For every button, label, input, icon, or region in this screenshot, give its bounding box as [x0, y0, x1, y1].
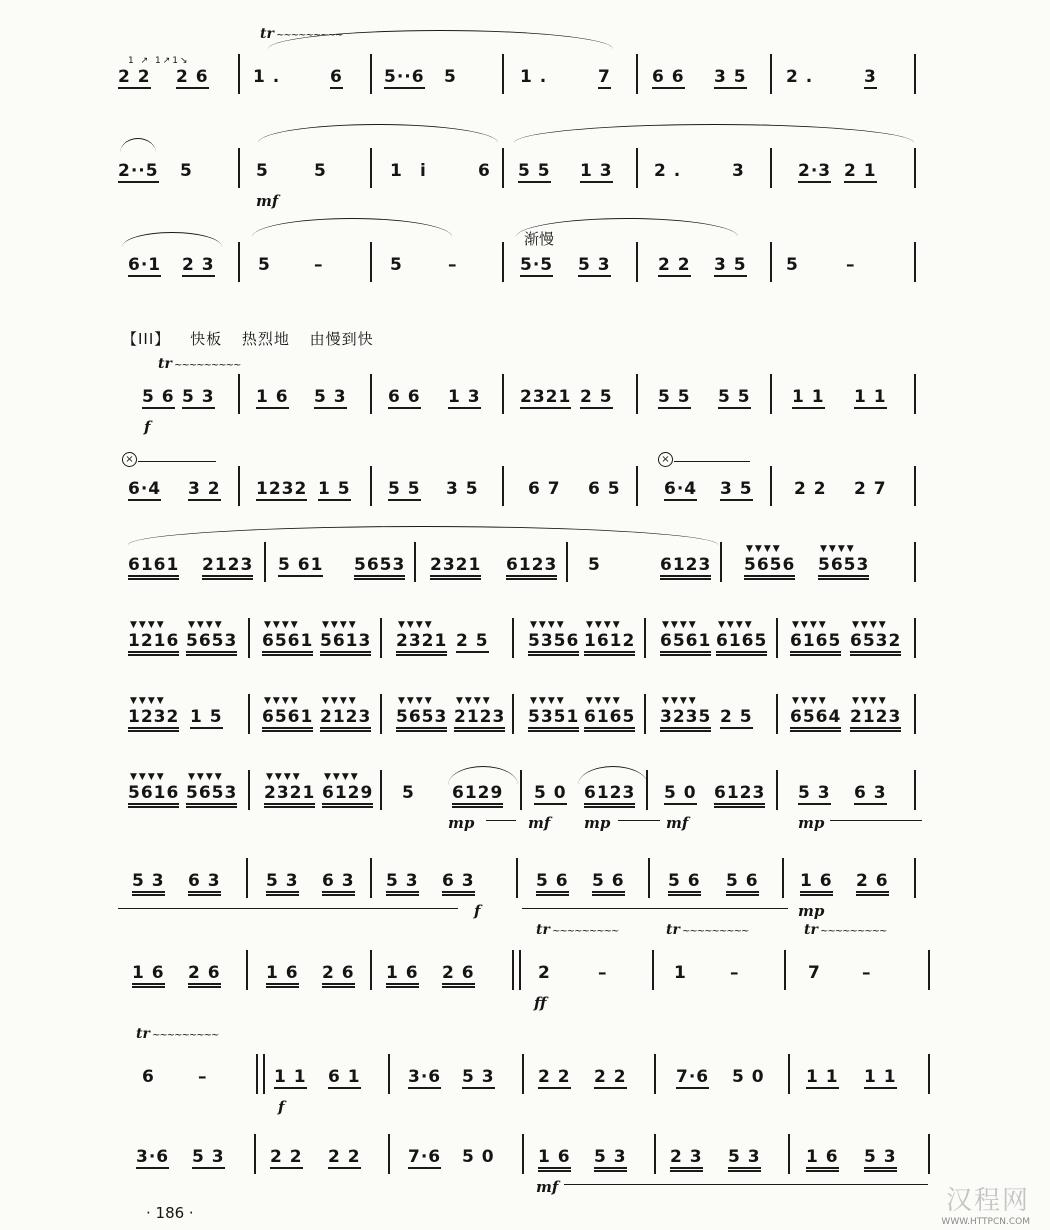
note-group: 1	[390, 161, 403, 181]
barline	[388, 1134, 390, 1174]
note-group: 1 6	[386, 964, 419, 988]
slur	[252, 218, 452, 237]
note-group: 5 3	[798, 783, 831, 803]
barline	[238, 466, 240, 506]
note-group: 6 6	[652, 67, 685, 87]
hairpin-line	[522, 908, 788, 909]
note-group: 3235	[660, 708, 711, 732]
barline	[248, 694, 250, 734]
score-system-11	[118, 922, 930, 1012]
barline	[914, 694, 916, 734]
barline	[512, 694, 514, 734]
barline	[914, 858, 916, 898]
dynamic-extension-line	[830, 820, 922, 821]
section-heading	[122, 328, 388, 349]
repeat-barline	[256, 1054, 265, 1094]
barline	[644, 618, 646, 658]
note-group: 5616	[128, 784, 179, 808]
barline	[502, 54, 504, 94]
dynamic-mark: f	[474, 902, 481, 920]
note-group: 5	[444, 67, 457, 87]
dynamic-mark: mf	[666, 814, 689, 832]
note-group: 5653	[186, 632, 237, 656]
circle-x-icon: ×	[122, 452, 137, 467]
note-group: 1 6	[266, 964, 299, 988]
note-group: 5656	[744, 556, 795, 580]
note-group: 3·6	[136, 1147, 170, 1167]
note-group: 7·6	[408, 1147, 442, 1167]
score-system-12	[118, 1026, 930, 1116]
note-group: 6	[330, 67, 343, 87]
note-group: 5 6	[726, 872, 759, 896]
score-system-10	[118, 836, 930, 920]
note-group: 6161	[128, 556, 179, 580]
barline	[370, 950, 372, 990]
barline	[636, 148, 638, 188]
note-group: 2123	[202, 556, 253, 580]
note-group: 6165	[716, 632, 767, 656]
section-number: 【III】	[122, 330, 171, 348]
note-group: 2 2	[658, 255, 691, 275]
note-group: 5	[402, 783, 415, 803]
score-system-4	[118, 352, 930, 436]
dynamic-mark: mp	[584, 814, 611, 832]
note-group: 6561	[262, 708, 313, 732]
section-tempo: 快板	[190, 330, 223, 348]
hairpin-line	[486, 820, 516, 821]
barline	[654, 1134, 656, 1174]
barline	[770, 54, 772, 94]
barline	[648, 858, 650, 898]
trill-mark: tr ~~~~~	[260, 26, 342, 42]
note-group: 7·6	[676, 1067, 710, 1087]
note-group: 5356	[528, 632, 579, 656]
note-group: 5 3	[594, 1148, 627, 1172]
note-group: 1 6	[538, 1148, 571, 1172]
barline	[784, 950, 786, 990]
note-group: 5 3	[314, 387, 347, 407]
barline	[652, 950, 654, 990]
barline	[522, 1054, 524, 1094]
score-system-5	[118, 444, 930, 514]
note-group: 6 3	[322, 872, 355, 896]
note-group: 2 5	[720, 707, 753, 727]
barline	[522, 1134, 524, 1174]
note-group: 1 3	[448, 387, 481, 407]
note-group: 2 1	[844, 161, 877, 181]
score-system-3	[118, 220, 930, 290]
note-group: 2 3	[670, 1148, 703, 1172]
note-group: 2 2	[270, 1147, 303, 1167]
barline	[246, 950, 248, 990]
note-group: 1 5	[318, 479, 351, 499]
score-system-2	[118, 126, 930, 210]
note-group: 5 0	[534, 783, 567, 803]
note-group: –	[862, 963, 872, 983]
dynamic-mark: mf	[528, 814, 551, 832]
barline	[914, 148, 916, 188]
note-group: 5	[258, 255, 271, 275]
section-instruction: 由慢到快	[309, 330, 374, 348]
dotted-extension-line	[674, 461, 750, 462]
barline	[380, 694, 382, 734]
barline	[776, 618, 778, 658]
note-group: 6123	[714, 784, 765, 808]
barline	[928, 1134, 930, 1174]
note-group: –	[730, 963, 740, 983]
barline	[370, 374, 372, 414]
note-group: 1 1	[274, 1067, 307, 1087]
note-group: 5613	[320, 632, 371, 656]
note-group: 1612	[584, 632, 635, 656]
note-group: 5 3	[266, 872, 299, 896]
note-group: 5 3	[462, 1067, 495, 1087]
barline	[248, 770, 250, 810]
note-group: 1 .	[520, 67, 548, 87]
note-group: 7	[808, 963, 821, 983]
slur	[128, 526, 718, 545]
note-group: 6 3	[854, 783, 887, 803]
score-system-6: 6161 2123 5 61 5653 2321 6123 5 6123 ▼▼▼▼ 5656 ▼▼▼▼ 5653	[118, 520, 930, 590]
note-group: 5·5	[520, 255, 554, 275]
barline	[928, 950, 930, 990]
note-group: 1 6	[256, 387, 289, 407]
note-group: –	[448, 255, 458, 275]
barline	[414, 542, 416, 582]
dynamic-mark: f	[278, 1098, 285, 1116]
dynamic-mark: f	[144, 418, 151, 436]
note-group: 3 5	[714, 67, 747, 87]
barline	[502, 148, 504, 188]
note-group: 6 5	[588, 479, 621, 499]
note-group: 6165	[584, 708, 635, 732]
note-group: 6·4	[128, 479, 162, 499]
barline	[636, 54, 638, 94]
barline	[788, 1134, 790, 1174]
note-group: 3 5	[714, 255, 747, 275]
note-group: 5 6	[536, 872, 569, 896]
barline	[238, 242, 240, 282]
note-group: 1 6	[806, 1148, 839, 1172]
note-group: 1 1	[792, 387, 825, 407]
note-group: 1 6	[800, 872, 833, 896]
dynamic-mark: mf	[536, 1178, 559, 1196]
hairpin-line	[618, 820, 660, 821]
barline	[516, 858, 518, 898]
barline	[248, 618, 250, 658]
note-group: –	[846, 255, 856, 275]
note-group: 1 5	[190, 707, 223, 727]
note-group: 3 2	[188, 479, 221, 499]
note-group: 1232	[128, 708, 179, 732]
note-group: 6 3	[188, 872, 221, 896]
note-group: 5	[314, 161, 327, 181]
barline	[520, 770, 522, 810]
note-group: 5653	[186, 784, 237, 808]
note-group: 5 6	[142, 387, 175, 407]
barline	[370, 858, 372, 898]
note-group: 2 2	[118, 67, 151, 87]
barline	[914, 618, 916, 658]
note-group: 1216	[128, 632, 179, 656]
note-group: 3 5	[720, 479, 753, 499]
barline	[264, 542, 266, 582]
note-group: 5 6	[592, 872, 625, 896]
note-group: 1 1	[854, 387, 887, 407]
note-group: 5 3	[386, 872, 419, 896]
barline	[636, 242, 638, 282]
barline	[644, 694, 646, 734]
barline	[370, 466, 372, 506]
trill-mark: tr ~~~~~	[136, 1026, 218, 1042]
barline	[370, 54, 372, 94]
note-group: 2123	[454, 708, 505, 732]
note-group: 2·3	[798, 161, 832, 181]
barline	[246, 858, 248, 898]
note-group: 5	[390, 255, 403, 275]
section-character: 热烈地	[241, 330, 290, 348]
note-group: 5	[256, 161, 269, 181]
note-group: 3	[732, 161, 745, 181]
note-group: 5351	[528, 708, 579, 732]
barline	[636, 466, 638, 506]
note-group: 6532	[850, 632, 901, 656]
tempo-marking: 渐慢	[524, 230, 555, 248]
barline	[238, 54, 240, 94]
barline	[502, 374, 504, 414]
barline	[566, 542, 568, 582]
trill-mark: tr ~~~~~	[536, 922, 618, 938]
note-group: 5··6	[384, 67, 425, 87]
note-group: 5 5	[388, 479, 421, 499]
barline	[914, 542, 916, 582]
barline	[928, 1054, 930, 1094]
note-group: 7	[598, 67, 611, 87]
note-group: 5 3	[192, 1147, 225, 1167]
note-group: 5 0	[732, 1067, 765, 1087]
watermark-logo: 汉程网	[945, 1186, 1030, 1216]
slur	[258, 124, 498, 143]
barline	[502, 242, 504, 282]
score-system-13	[118, 1112, 930, 1196]
dotted-extension-line	[138, 461, 216, 462]
note-group: 5 5	[658, 387, 691, 407]
repeat-barline	[512, 950, 521, 990]
note-group: 5 6	[668, 872, 701, 896]
slur	[122, 232, 222, 247]
note-group: 3	[864, 67, 877, 87]
note-group: 6	[478, 161, 491, 181]
note-group: i	[420, 161, 427, 181]
note-group: 6129	[452, 784, 503, 808]
note-group: 5 0	[462, 1147, 495, 1167]
dynamic-extension-line	[564, 1184, 928, 1185]
page-number: · 186 ·	[146, 1204, 194, 1222]
note-group: 2 5	[580, 387, 613, 407]
note-group: 5 5	[518, 161, 551, 181]
barline	[770, 242, 772, 282]
circle-x-icon: ×	[658, 452, 673, 467]
barline	[776, 694, 778, 734]
note-group: 5	[588, 555, 601, 575]
note-group: 6	[142, 1067, 155, 1087]
score-system-7: ▼▼▼▼ 1216 ▼▼▼▼ 5653 ▼▼▼▼ 6561 ▼▼▼▼ 5613 ▼▼▼▼ 2321 2 5 ▼▼▼▼ 5356 ▼▼▼▼ 1612 ▼▼▼▼ 6561 ▼▼▼▼ 6165 ▼▼▼▼ 6165 ▼▼▼▼ 6532	[118, 596, 930, 666]
note-group: 1232	[256, 479, 308, 499]
note-group: 5653	[354, 556, 405, 580]
note-group: –	[198, 1067, 208, 1087]
dynamic-mark: mp	[798, 814, 825, 832]
slur	[516, 218, 738, 237]
note-group: 6·4	[664, 479, 698, 499]
barline	[646, 770, 648, 810]
note-group: 5 3	[132, 872, 165, 896]
note-group: 6165	[790, 632, 841, 656]
note-group: 5	[180, 161, 193, 181]
note-group: 2··5	[118, 161, 159, 181]
note-group: 2123	[850, 708, 901, 732]
trill-mark: tr ~~~~~	[666, 922, 748, 938]
note-group: 2321	[520, 387, 572, 407]
note-group: 5 3	[578, 255, 611, 275]
barline	[782, 858, 784, 898]
note-group: 2 6	[188, 964, 221, 988]
note-group: 2 6	[176, 67, 209, 87]
barline	[370, 242, 372, 282]
note-group: 2 2	[538, 1067, 571, 1087]
note-group: 6 7	[528, 479, 561, 499]
barline	[388, 1054, 390, 1094]
score-system-9: ▼▼▼▼ 5616 ▼▼▼▼ 5653 ▼▼▼▼ 2321 ▼▼▼▼ 6129 5 6129 5 0 6123 5 0 6123 5 3 6 3 mp mf mp mf mp	[118, 748, 930, 818]
score-system-1: tr ~~~~~ 1 ↗ 1↗1↘ 2 2 2 6 1 . 6 5··6 5 1 . 7 6 6 3 5 2 . 3	[118, 32, 930, 102]
note-group: 2	[538, 963, 551, 983]
barline	[512, 618, 514, 658]
dynamic-mark: mp	[798, 902, 825, 920]
barline	[502, 466, 504, 506]
note-group: 6123	[584, 784, 635, 808]
note-group: 5 3	[864, 1148, 897, 1172]
note-group: 2321	[264, 784, 315, 808]
note-group: 6123	[506, 556, 557, 580]
barline	[254, 1134, 256, 1174]
barline	[380, 770, 382, 810]
note-group: 2 5	[456, 631, 489, 651]
note-group: 2 2	[794, 479, 827, 499]
note-group: 6561	[262, 632, 313, 656]
note-group: 1 1	[806, 1067, 839, 1087]
note-group: 5 3	[182, 387, 215, 407]
barline	[914, 466, 916, 506]
hairpin-line	[118, 908, 458, 909]
score-system-8: ▼▼▼▼ 1232 1 5 ▼▼▼▼ 6561 ▼▼▼▼ 2123 ▼▼▼▼ 5653 ▼▼▼▼ 2123 ▼▼▼▼ 5351 ▼▼▼▼ 6165 ▼▼▼▼ 3235 2 5 ▼▼▼▼ 6564 ▼▼▼▼ 2123	[118, 672, 930, 742]
dynamic-mark: mf	[256, 192, 279, 210]
barline	[636, 374, 638, 414]
note-group: 6 3	[442, 872, 475, 896]
dynamic-mark: ff	[534, 994, 547, 1012]
barline	[770, 374, 772, 414]
barline	[914, 374, 916, 414]
trill-mark: tr ~~~~~	[158, 356, 240, 372]
note-group: 6564	[790, 708, 841, 732]
note-group: 2123	[320, 708, 371, 732]
note-group: 2 2	[328, 1147, 361, 1167]
note-group: 2 6	[442, 964, 475, 988]
note-group: 1 6	[132, 964, 165, 988]
note-group: 2321	[430, 556, 481, 580]
note-group: –	[598, 963, 608, 983]
barline	[914, 54, 916, 94]
note-group: 2 6	[322, 964, 355, 988]
barline	[914, 242, 916, 282]
barline	[654, 1054, 656, 1094]
note-group: 1	[674, 963, 687, 983]
note-group: 5 3	[728, 1148, 761, 1172]
note-group: 6 6	[388, 387, 421, 407]
note-group: 2 .	[786, 67, 814, 87]
note-group: 5653	[818, 556, 869, 580]
watermark-url: WWW.HTTPCN.COM	[941, 1217, 1030, 1227]
slur	[120, 138, 156, 153]
note-group: 5 0	[664, 783, 697, 803]
note-group: –	[314, 255, 324, 275]
note-group: 5	[786, 255, 799, 275]
barline	[770, 148, 772, 188]
note-group: 3·6	[408, 1067, 442, 1087]
watermark	[890, 1180, 1030, 1227]
note-group: 2 6	[856, 872, 889, 896]
barline	[788, 1054, 790, 1094]
barline	[238, 374, 240, 414]
note-group: 2 2	[594, 1067, 627, 1087]
barline	[370, 148, 372, 188]
barline	[770, 466, 772, 506]
barline	[380, 618, 382, 658]
barline	[238, 148, 240, 188]
slur	[514, 124, 914, 143]
note-group: 6561	[660, 632, 711, 656]
note-group: 5653	[396, 708, 447, 732]
note-group: 5 5	[718, 387, 751, 407]
note-group: 3 5	[446, 479, 479, 499]
note-group: 2 3	[182, 255, 215, 275]
dynamic-mark: mp	[448, 814, 475, 832]
note-group: 6129	[322, 784, 373, 808]
note-group: 2 7	[854, 479, 887, 499]
note-group: 6 1	[328, 1067, 361, 1087]
note-group: 1 1	[864, 1067, 897, 1087]
note-group: 1 .	[253, 67, 281, 87]
note-group: 1 3	[580, 161, 613, 181]
note-group: 2 .	[654, 161, 682, 181]
barline	[914, 770, 916, 810]
note-group: 6·1	[128, 255, 162, 275]
trill-mark: tr ~~~~~	[804, 922, 886, 938]
barline	[720, 542, 722, 582]
barline	[776, 770, 778, 810]
note-group: 2321	[396, 632, 447, 656]
note-group: 5 61	[278, 555, 324, 575]
note-group: 6123	[660, 556, 711, 580]
